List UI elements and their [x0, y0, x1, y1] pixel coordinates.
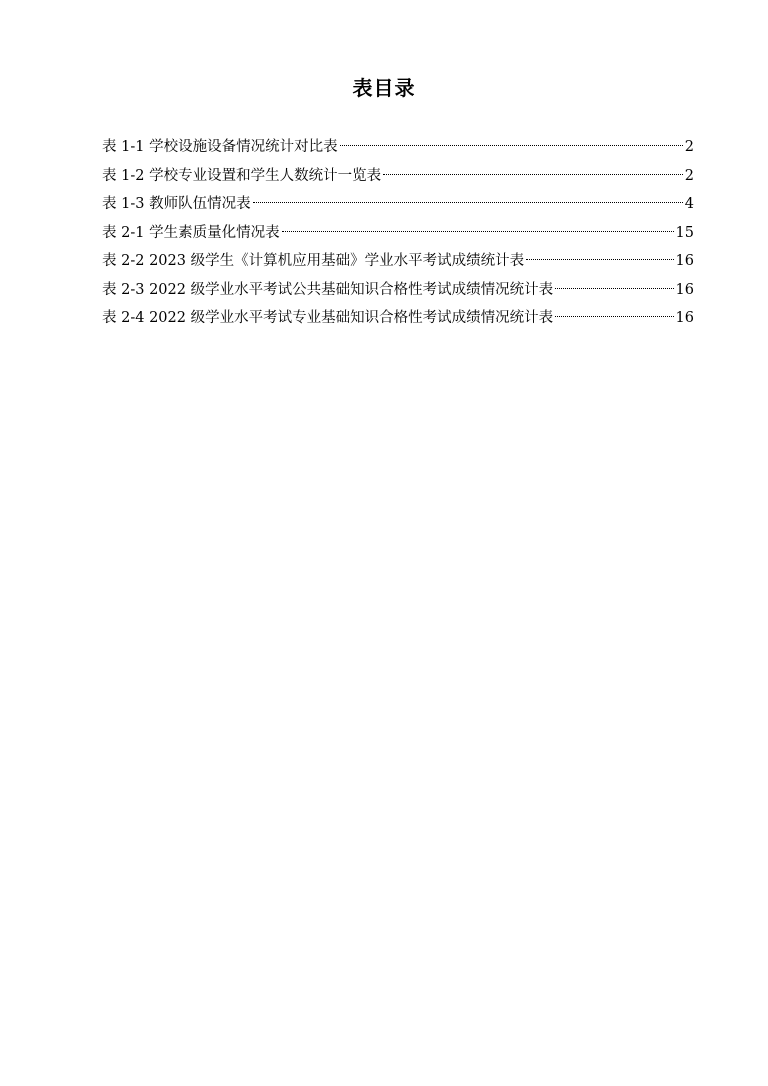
toc-entry[interactable]: [102, 133, 694, 162]
toc-leader-dots: [253, 202, 683, 203]
toc-entry[interactable]: [102, 190, 694, 219]
toc-entry-label: 表 2-1 学生素质量化情况表: [102, 224, 280, 241]
toc-entry-label: 表 1-1 学校设施设备情况统计对比表: [102, 139, 338, 155]
toc-leader-dots: [526, 259, 673, 260]
toc-entry-page-number: 2: [684, 139, 694, 155]
toc-entry-page-number: 15: [675, 224, 694, 241]
toc-entry-label: 表 1-3 教师队伍情况表: [102, 196, 251, 212]
toc-entry[interactable]: [102, 247, 694, 276]
toc-entry-label: 表 2-4 2022 级学业水平考试专业基础知识合格性考试成绩情况统计表: [102, 310, 554, 326]
page-title: 表目录: [352, 76, 416, 100]
toc-entry-page-number: 2: [684, 167, 694, 184]
toc-leader-dots: [383, 174, 683, 175]
toc-entry[interactable]: [102, 162, 694, 191]
toc-entry[interactable]: [102, 304, 694, 333]
toc-entry-page-number: 4: [684, 196, 694, 212]
toc-entry-label: 表 2-2 2023 级学生《计算机应用基础》学业水平考试成绩统计表: [102, 253, 525, 269]
toc-entry-page-number: 16: [675, 281, 694, 298]
toc-entry-label: 表 2-3 2022 级学业水平考试公共基础知识合格性考试成绩情况统计表: [102, 281, 554, 298]
toc-entry-label: 表 1-2 学校专业设置和学生人数统计一览表: [102, 167, 382, 184]
toc-leader-dots: [555, 288, 673, 289]
toc-leader-dots: [340, 145, 683, 146]
toc-leader-dots: [282, 231, 674, 232]
toc-entry-page-number: 16: [675, 253, 694, 269]
toc-leader-dots: [555, 316, 673, 317]
toc-entry-page-number: 16: [675, 310, 694, 326]
toc-entry[interactable]: [102, 276, 694, 305]
table-of-contents-list: [102, 133, 694, 333]
toc-entry[interactable]: [102, 219, 694, 248]
